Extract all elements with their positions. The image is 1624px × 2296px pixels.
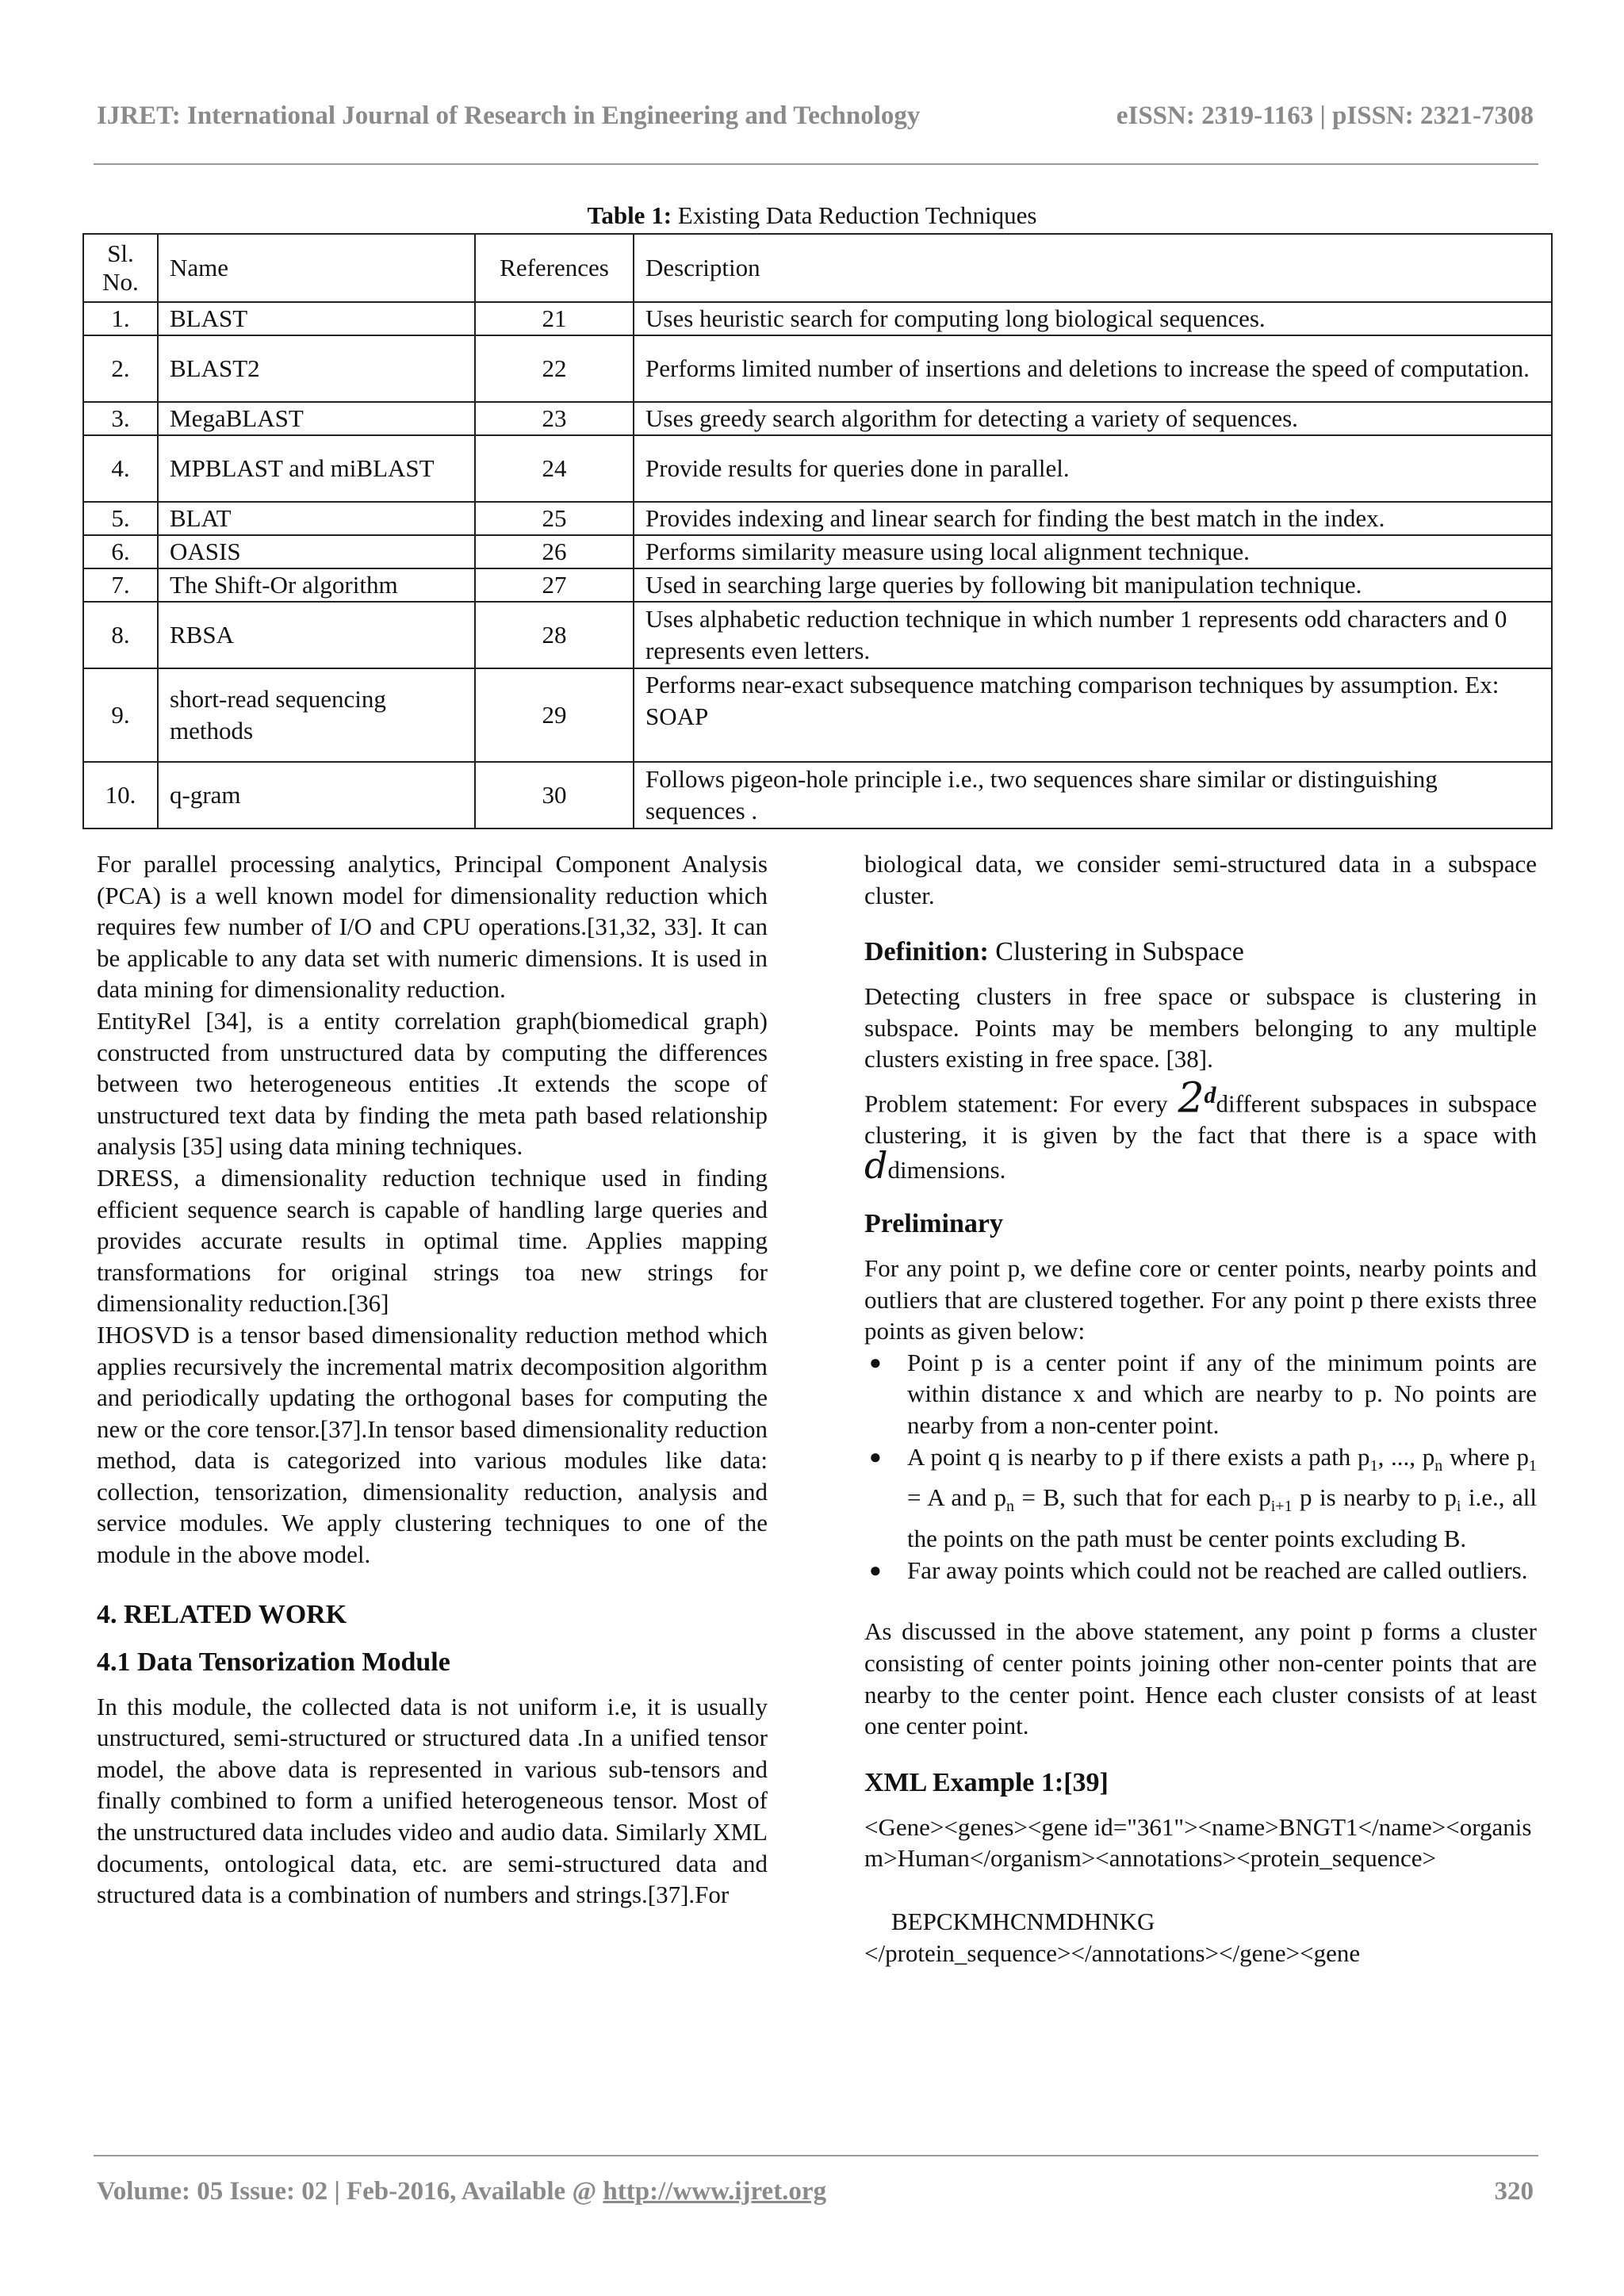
table-header-row bbox=[83, 234, 1552, 302]
table-caption bbox=[0, 201, 1624, 230]
row-ref: 27 bbox=[475, 568, 634, 602]
paragraph-tensorization: In this module, the collected data is not uniform i.e, it is usually unstructured, semi-structured or structured data .In a unified tensor model, the above data is represented in various sub-tensors and finally combined to form a unified heterogeneous tensor. Most of the unstructured data includes video and audio data. Similarly XML documents, ontological data, etc. are semi-structured data and structured data is a combination of numbers and strings.[37].For bbox=[97, 1692, 768, 1909]
row-name: The Shift-Or algorithm bbox=[158, 568, 475, 602]
list-item bbox=[864, 1347, 1537, 1441]
header-references: References bbox=[475, 234, 634, 302]
table-row bbox=[83, 602, 1552, 668]
formula-base: 2 bbox=[1178, 1074, 1205, 1123]
row-desc: Follows pigeon-hole principle i.e., two sequences share similar or distinguishing sequences . bbox=[634, 762, 1552, 828]
row-ref: 21 bbox=[475, 302, 634, 335]
row-no: 7. bbox=[83, 568, 158, 602]
row-desc: Performs limited number of insertions and deletions to increase the speed of computation. bbox=[634, 335, 1552, 402]
table-row bbox=[83, 402, 1552, 435]
paragraph-detecting: Detecting clusters in free space or subspace is clustering in subspace. Points may be members belonging to any multiple clusters existing in free space. [38]. bbox=[864, 982, 1537, 1073]
table-row bbox=[83, 335, 1552, 402]
issn-info: eISSN: 2319-1163 | pISSN: 2321-7308 bbox=[1116, 101, 1534, 130]
bullet-icon: ● bbox=[869, 1445, 882, 1468]
left-column bbox=[97, 848, 768, 1911]
paragraph-problem-statement bbox=[864, 1074, 1537, 1188]
row-desc: Performs near-exact subsequence matching comparison techniques by assumption. Ex: SOAP bbox=[634, 668, 1552, 762]
table-row bbox=[83, 668, 1552, 762]
header-name: Name bbox=[158, 234, 475, 302]
problem-text-c: dimensions. bbox=[887, 1156, 1006, 1184]
row-no: 9. bbox=[83, 668, 158, 762]
row-desc: Uses heuristic search for computing long biological sequences. bbox=[634, 302, 1552, 335]
running-footer bbox=[97, 2177, 1534, 2217]
problem-text-b: different subspaces in subspace clustering, it is given by the fact that there is a space with bbox=[864, 1089, 1537, 1149]
row-no: 4. bbox=[83, 435, 158, 502]
bullet-icon: ● bbox=[869, 1350, 882, 1374]
row-no: 6. bbox=[83, 535, 158, 568]
paragraph-preliminary: For any point p, we define core or center points, nearby points and outliers that are clustered together. For any point p there exists three points as given below: bbox=[864, 1254, 1537, 1345]
row-ref: 26 bbox=[475, 535, 634, 568]
row-name: q-gram bbox=[158, 762, 475, 828]
definition-heading bbox=[864, 935, 1537, 970]
xml-code-sequence: BEPCKMHCNMDHNKG bbox=[891, 1907, 1155, 1935]
formula-exponent: d bbox=[1204, 1081, 1216, 1108]
paragraph-biological: biological data, we consider semi-structured data in a subspace cluster. bbox=[864, 850, 1537, 909]
row-desc: Uses greedy search algorithm for detecting a variety of sequences. bbox=[634, 402, 1552, 435]
row-no: 8. bbox=[83, 602, 158, 668]
row-ref: 22 bbox=[475, 335, 634, 402]
row-no: 2. bbox=[83, 335, 158, 402]
table-caption-label: Table 1: bbox=[587, 201, 672, 229]
bullet-text: Far away points which could not be reached are called outliers. bbox=[907, 1556, 1528, 1584]
header-divider bbox=[94, 163, 1538, 165]
paragraph-dress: DRESS, a dimensionality reduction technique used in finding efficient sequence search is capable of handling large queries and provides accurate results in optimal time. Applies mapping transformations for original strings toa new strings for dimensionality reduction.[36] bbox=[97, 1163, 768, 1318]
bullet-list bbox=[864, 1347, 1537, 1586]
journal-title: IJRET: International Journal of Research in Engineering and Technology bbox=[97, 101, 921, 130]
paragraph-pca: For parallel processing analytics, Principal Component Analysis (PCA) is a well known model for dimensionality reduction which requires few number of I/O and CPU operations.[31,32, 33]. It can be applicable to any data set with numeric dimensions. It is used in data mining for dimensionality reduction. bbox=[97, 850, 768, 1004]
definition-label: Definition: bbox=[864, 937, 989, 967]
page-number: 320 bbox=[1494, 2177, 1534, 2206]
row-no: 10. bbox=[83, 762, 158, 828]
list-item bbox=[864, 1555, 1537, 1586]
row-ref: 28 bbox=[475, 602, 634, 668]
running-header bbox=[97, 94, 1534, 141]
footer-divider bbox=[94, 2155, 1538, 2156]
row-name: short-read sequencing methods bbox=[158, 668, 475, 762]
row-ref: 29 bbox=[475, 668, 634, 762]
formula-d: d bbox=[864, 1144, 888, 1188]
row-name: MPBLAST and miBLAST bbox=[158, 435, 475, 502]
row-ref: 30 bbox=[475, 762, 634, 828]
xml-code-line-1: <Gene><genes><gene id="361"><name>BNGT1</name><organism>Human</organism><annotations><protein_sequence> bbox=[864, 1812, 1532, 1873]
table-caption-text: Existing Data Reduction Techniques bbox=[677, 201, 1037, 229]
row-no: 1. bbox=[83, 302, 158, 335]
bullet-text: Point p is a center point if any of the minimum points are within distance x and which are nearby to p. No points are nearby from a non-center point. bbox=[907, 1348, 1537, 1440]
row-desc: Provide results for queries done in parallel. bbox=[634, 435, 1552, 502]
section-heading-xml-example: XML Example 1:[39] bbox=[864, 1767, 1109, 1797]
section-heading-preliminary: Preliminary bbox=[864, 1209, 1003, 1239]
problem-text-a: Problem statement: For every bbox=[864, 1089, 1178, 1118]
xml-code-line-3: </protein_sequence></annotations></gene><gene bbox=[864, 1938, 1361, 1967]
row-name: RBSA bbox=[158, 602, 475, 668]
row-name: BLAST bbox=[158, 302, 475, 335]
table-row bbox=[83, 502, 1552, 535]
definition-text: Clustering in Subspace bbox=[995, 937, 1244, 967]
header-no: Sl. No. bbox=[83, 234, 158, 302]
row-no: 5. bbox=[83, 502, 158, 535]
paragraph-ihosvd: IHOSVD is a tensor based dimensionality reduction method which applies recursively the incremental matrix decomposition algorithm and periodically updating the orthogonal bases for computing the new or the core tensor.[37].In tensor based dimensionality reduction method, data is categorized into various modules like data: collection, tensorization, dimensionality reduction, analysis and service modules. We apply clustering techniques to one of the module in the above model. bbox=[97, 1320, 768, 1569]
row-ref: 25 bbox=[475, 502, 634, 535]
table-row bbox=[83, 302, 1552, 335]
list-item bbox=[864, 1441, 1537, 1555]
bullet-icon: ● bbox=[869, 1558, 882, 1582]
table-row bbox=[83, 435, 1552, 502]
row-desc: Uses alphabetic reduction technique in which number 1 represents odd characters and 0 represents even letters. bbox=[634, 602, 1552, 668]
header-description: Description bbox=[634, 234, 1552, 302]
row-name: BLAST2 bbox=[158, 335, 475, 402]
volume-info: Volume: 05 Issue: 02 | Feb-2016, Available @ http://www.ijret.org bbox=[97, 2177, 827, 2206]
row-name: OASIS bbox=[158, 535, 475, 568]
row-name: BLAT bbox=[158, 502, 475, 535]
row-desc: Provides indexing and linear search for finding the best match in the index. bbox=[634, 502, 1552, 535]
bullet-text: A point q is nearby to p if there exists a path $p_1$, ..., $p_n$ where $p_1 = A$ and $p_n = B$, such that for each $p_{i+1}$ p is nearby to $p_i$ i.e., all the points on the path must be center points excluding B. bbox=[907, 1442, 1538, 1553]
row-name: MegaBLAST bbox=[158, 402, 475, 435]
row-no: 3. bbox=[83, 402, 158, 435]
table-row bbox=[83, 535, 1552, 568]
section-heading-related-work: 4. RELATED WORK bbox=[97, 1599, 347, 1629]
right-column bbox=[864, 848, 1537, 1969]
row-desc: Performs similarity measure using local alignment technique. bbox=[634, 535, 1552, 568]
journal-link[interactable]: http://www.ijret.org bbox=[603, 2177, 827, 2206]
row-ref: 23 bbox=[475, 402, 634, 435]
paragraph-entityrel: EntityRel [34], is a entity correlation graph(biomedical graph) constructed from unstructured data by computing the differences between two heterogeneous entities .It extends the scope of unstructured text data by finding the meta path based relationship analysis [35] using data mining techniques. bbox=[97, 1006, 768, 1161]
techniques-table bbox=[82, 233, 1553, 829]
paragraph-discussion: As discussed in the above statement, any point p forms a cluster consisting of center points joining other non-center points that are nearby to the center point. Hence each cluster consists of at least one center point. bbox=[864, 1617, 1537, 1740]
row-desc: Used in searching large queries by following bit manipulation technique. bbox=[634, 568, 1552, 602]
table-row bbox=[83, 762, 1552, 828]
row-ref: 24 bbox=[475, 435, 634, 502]
subsection-heading-tensorization: 4.1 Data Tensorization Module bbox=[97, 1647, 450, 1677]
table-row bbox=[83, 568, 1552, 602]
